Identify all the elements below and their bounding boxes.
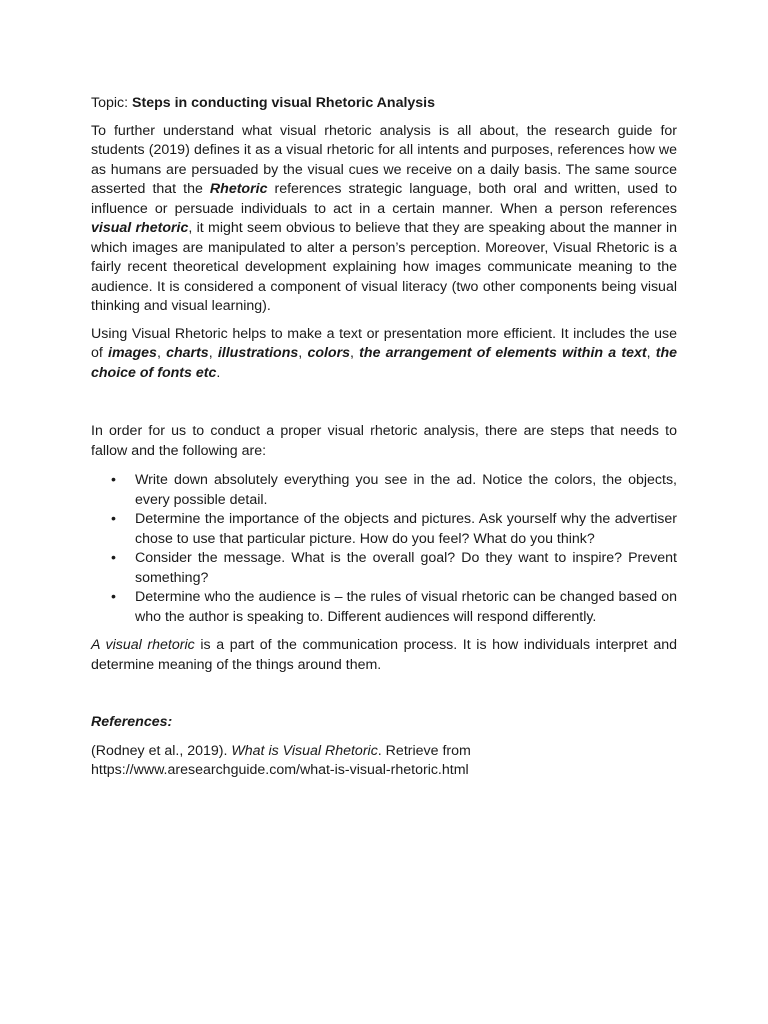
references-heading: References: — [91, 714, 173, 730]
conclusion-emphasis: A visual rhetoric — [91, 637, 195, 653]
reference-url: https://www.aresearchguide.com/what-is-visual-rhetoric.html — [91, 762, 469, 778]
usage-separator: , — [298, 345, 308, 361]
conclusion-text: is a part of the communication process. It is how individuals interpret and determine meaning of the things around them. — [91, 637, 677, 673]
topic-label: Topic: — [91, 95, 133, 111]
document-page — [91, 94, 677, 781]
usage-emphasis-images: images — [108, 345, 157, 361]
bullet-icon: • — [111, 472, 116, 488]
reference-title: What is Visual Rhetoric — [231, 742, 378, 759]
usage-paragraph — [91, 325, 677, 384]
intro-paragraph — [91, 122, 677, 317]
reference-suffix: . Retrieve from — [377, 742, 471, 759]
bullet-icon: • — [111, 550, 116, 566]
steps-intro-paragraph: In order for us to conduct a proper visual rhetoric analysis, there are steps that needs to fallow and the following are: — [91, 423, 677, 459]
list-item-text: Consider the message. What is the overall goal? Do they want to inspire? Prevent something? — [135, 550, 677, 586]
list-item-text: Determine who the audience is – the rules of visual rhetoric can be changed based on who the author is speaking to. Different audiences will respond differently. — [135, 589, 677, 625]
steps-list — [91, 471, 677, 627]
list-item — [111, 588, 677, 627]
reference-entry — [91, 742, 677, 781]
list-item-text: Determine the importance of the objects and pictures. Ask yourself why the advertiser chose to use that particular picture. How do you feel? What do you think? — [135, 511, 677, 547]
usage-text: Using Visual Rhetoric helps to make a text or presentation more efficient. It includes the use of — [91, 325, 677, 361]
usage-emphasis-charts: charts — [166, 345, 209, 361]
usage-emphasis-illustrations: illustrations — [217, 345, 299, 361]
usage-end: . — [216, 364, 221, 381]
intro-text-2: references strategic language, both oral and written, used to influence or persuade individuals to act in a certain manner. When a person references — [91, 181, 677, 217]
usage-separator: , — [156, 345, 167, 361]
intro-emphasis-rhetoric: Rhetoric — [209, 181, 268, 197]
bullet-icon: • — [111, 511, 116, 527]
list-item — [111, 510, 677, 549]
topic-title: Steps in conducting visual Rhetoric Analysis — [132, 95, 436, 111]
list-item — [111, 549, 677, 588]
conclusion-paragraph — [91, 636, 677, 675]
list-item-text: Write down absolutely everything you see in the ad. Notice the colors, the objects, every possible detail. — [135, 472, 677, 508]
intro-text-3: , it might seem obvious to believe that they are speaking about the manner in which images are manipulated to alter a person’s perception. Moreover, Visual Rhetoric is a fairly recent theoretical development explaining how images communicate meaning to the audience. It is considered a component of visual literacy (two other components being visual thinking and visual learning). — [91, 220, 677, 314]
reference-citation: (Rodney et al., 2019). — [91, 742, 232, 759]
bullet-icon: • — [111, 589, 116, 605]
usage-emphasis-colors: colors — [307, 345, 351, 361]
intro-emphasis-visual-rhetoric: visual rhetoric — [91, 220, 189, 236]
usage-separator: , — [646, 345, 656, 361]
usage-separator: , — [208, 345, 218, 361]
intro-text-1: To further understand what visual rhetoric analysis is all about, the research guide for students (2019) defines it as a visual rhetoric for all intents and purposes, references how we as humans are persuaded by the visual cues we receive on a daily basis. The same source asserted that the — [91, 122, 677, 197]
usage-emphasis-fonts: the choice of fonts etc — [91, 345, 678, 381]
usage-separator: , — [350, 345, 360, 361]
topic-line — [91, 94, 677, 114]
list-item — [111, 471, 677, 510]
usage-emphasis-arrangement: the arrangement of elements within a text — [359, 345, 647, 361]
